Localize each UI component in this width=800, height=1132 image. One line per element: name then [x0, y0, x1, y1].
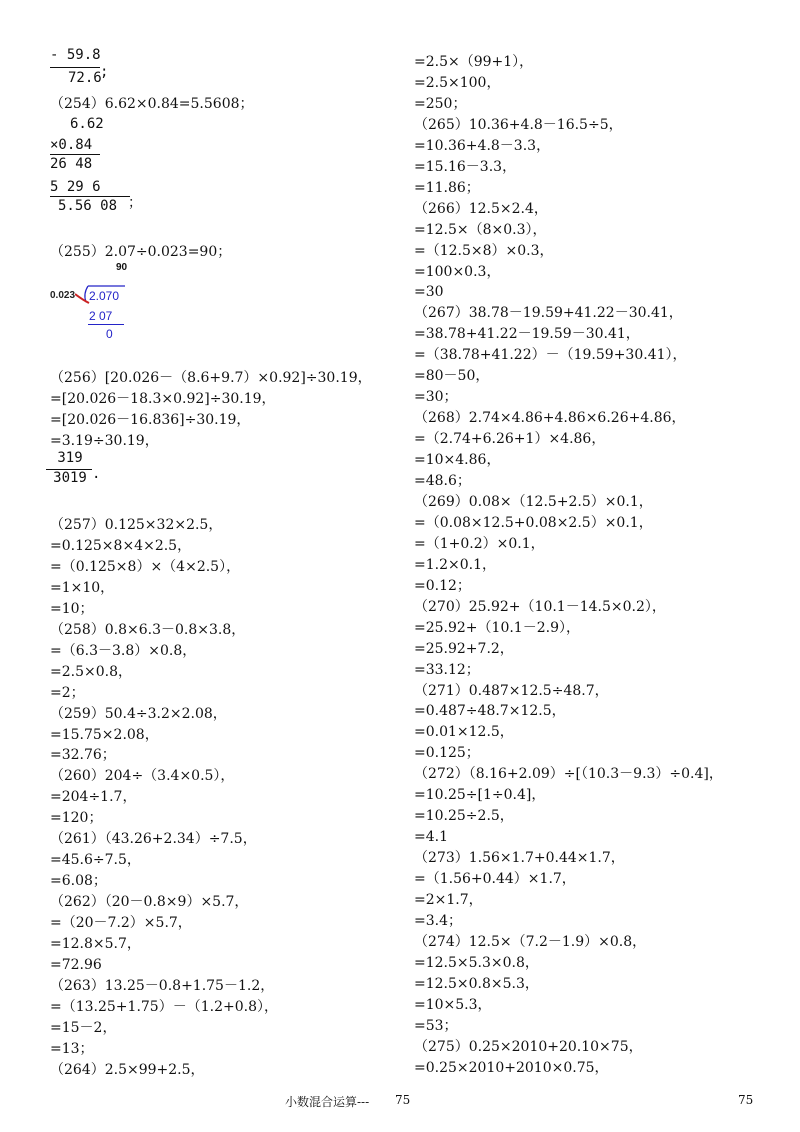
right-line: =（1+0.2）×0.1，: [414, 535, 545, 552]
right-line: =12.5×0.8×5.3，: [414, 975, 539, 992]
fraction-denominator: 3019: [53, 470, 87, 486]
long-division-partial: 2 07: [89, 309, 113, 323]
long-division-remainder: 0: [106, 327, 113, 341]
footer-center-text: 小数混合运算---: [285, 1095, 370, 1109]
right-line: =250；: [414, 95, 467, 112]
right-line: =10×5.3，: [414, 996, 492, 1013]
left-line: =（6.3－3.8）×0.8，: [50, 642, 197, 659]
left-line: =（20－7.2）×5.7，: [50, 915, 192, 932]
right-line: =80－50，: [414, 368, 490, 385]
left-line: （256）[20.026－（8.6+9.7）×0.92]÷30.19，: [50, 370, 372, 386]
right-line: =1.2×0.1，: [414, 556, 496, 573]
right-line: （273）1.56×1.7+0.44×1.7，: [414, 850, 625, 867]
sub-result: 72.6: [68, 70, 102, 86]
left-line: =2.5×0.8，: [50, 663, 132, 680]
right-line: =2.5×100，: [414, 74, 501, 91]
right-line: =2×1.7，: [414, 892, 483, 908]
right-line: =（0.08×12.5+0.08×2.5）×0.1，: [414, 514, 653, 531]
left-line: =72.96: [50, 956, 102, 973]
left-line: （261）（43.26+2.34）÷7.5，: [50, 831, 257, 848]
left-line: =[20.026－18.3×0.92]÷30.19，: [50, 391, 276, 407]
right-line: =10.25÷2.5，: [414, 808, 514, 825]
right-line: =0.487÷48.7×12.5，: [414, 703, 566, 720]
right-line: =12.5×（8×0.3），: [414, 221, 547, 238]
right-line: =（38.78+41.22）－（19.59+30.41），: [414, 347, 687, 364]
left-line: =1×10，: [50, 579, 115, 596]
footer-page-number: 75: [738, 1093, 754, 1107]
right-line: （274）12.5×（7.2－1.9）×0.8，: [414, 933, 647, 950]
left-line: =6.08；: [50, 873, 107, 890]
footer-center-page: 75: [395, 1093, 411, 1107]
right-line: =（12.5×8）×0.3，: [414, 242, 554, 259]
mult-result: 5.56 08: [58, 198, 118, 214]
left-line: =（0.125×8）×（4×2.5），: [50, 558, 241, 575]
right-line: =2.5×（99+1），: [414, 54, 534, 70]
left-line: （257）0.125×32×2.5，: [50, 517, 223, 533]
right-line: =11.86；: [414, 179, 480, 196]
right-line: =（2.74+6.26+1）×4.86，: [414, 431, 606, 448]
left-line: =120；: [50, 810, 103, 827]
left-line: =3.19÷30.19，: [50, 433, 159, 449]
left-line: =32.76；: [50, 747, 116, 764]
left-line: =0.125×8×4×2.5，: [50, 537, 192, 554]
left-line: =10；: [50, 600, 94, 617]
left-line: =204÷1.7，: [50, 789, 137, 806]
mult-partial-2: 5 29 6: [50, 179, 101, 195]
right-line: =25.92+7.2，: [414, 640, 514, 657]
right-column: [400, 0, 800, 1090]
left-line: =2；: [50, 684, 85, 701]
right-line: =15.16－3.3，: [414, 158, 517, 175]
right-line: （271）0.487×12.5÷48.7，: [414, 682, 609, 699]
left-line: （264）2.5×99+2.5，: [50, 1061, 205, 1078]
right-line: =3.4；: [414, 912, 462, 929]
right-line: （269）0.08×（12.5+2.5）×0.1，: [414, 493, 653, 510]
left-line: （259）50.4÷3.2×2.08，: [50, 705, 227, 722]
left-column: [0, 0, 400, 1090]
sub-rule: [50, 67, 100, 68]
left-line: （260）204÷（3.4×0.5），: [50, 768, 235, 785]
right-line: =12.5×5.3×0.8，: [414, 954, 539, 971]
right-line: =10.25÷[1÷0.4]，: [414, 787, 546, 804]
left-line: （258）0.8×6.3－0.8×3.8，: [50, 621, 246, 638]
mult-result-punct: ；: [128, 195, 142, 211]
left-line: =12.8×5.7，: [50, 936, 141, 952]
sub-minuend: - 59.8: [50, 47, 101, 63]
problem-254-title: （254）6.62×0.84=5.5608；: [50, 96, 254, 112]
mult-rule-1: [50, 154, 100, 155]
right-line: =30；: [414, 389, 458, 406]
right-line: （267）38.78－19.59+41.22－30.41，: [414, 305, 683, 322]
left-line: =15－2，: [50, 1019, 117, 1036]
right-line: =53；: [414, 1017, 458, 1034]
right-line: （268）2.74×4.86+4.86×6.26+4.86，: [414, 410, 686, 427]
mult-operand-b: ×0.84: [50, 137, 93, 153]
left-line: =45.6÷7.5，: [50, 852, 141, 869]
left-line: （262）（20－0.8×9）×5.7，: [50, 894, 249, 911]
left-line: =15.75×2.08，: [50, 726, 159, 743]
right-line: =25.92+（10.1－2.9），: [414, 619, 580, 636]
left-line: =13；: [50, 1040, 94, 1057]
right-line: （272）（8.16+2.09）÷[（10.3－9.3）÷0.4]，: [414, 766, 723, 783]
mult-operand-a: 6.62: [70, 116, 104, 132]
right-line: =0.01×12.5，: [414, 724, 514, 741]
problem-255-title: （255）2.07÷0.023=90；: [50, 244, 232, 260]
right-line: （266）12.5×2.4，: [414, 200, 548, 217]
right-line: =30: [414, 284, 444, 301]
right-line: =10×4.86，: [414, 452, 501, 469]
right-line: =0.12；: [414, 577, 471, 594]
right-line: =33.12；: [414, 661, 480, 678]
fraction-numerator: 319: [57, 450, 83, 466]
right-line: （275）0.25×2010+20.10×75，: [414, 1038, 643, 1055]
right-line: =100×0.3，: [414, 263, 501, 280]
mult-partial-1: 26 48: [50, 156, 93, 172]
long-division-quotient: 90: [116, 262, 128, 273]
right-line: （265）10.36+4.8－16.5÷5，: [414, 116, 623, 133]
mult-rule-2: [50, 196, 130, 197]
left-line: =（13.25+1.75）－（1.2+0.8），: [50, 998, 278, 1015]
left-line: （263）13.25－0.8+1.75－1.2，: [50, 977, 275, 994]
right-line: =0.125；: [414, 745, 480, 762]
right-line: =10.36+4.8－3.3，: [414, 137, 551, 154]
long-division-divisor: 0.023: [50, 290, 76, 301]
long-division-rule: [88, 324, 124, 325]
long-division-dividend: 2.070: [89, 289, 120, 303]
right-line: （270）25.92+（10.1－14.5×0.2），: [414, 598, 666, 615]
right-line: =4.1: [414, 829, 448, 846]
right-line: =0.25×2010+2010×0.75，: [414, 1059, 609, 1076]
right-line: =38.78+41.22－19.59－30.41，: [414, 326, 640, 343]
right-line: =48.6；: [414, 473, 471, 489]
sub-result-punct: ;: [100, 64, 109, 80]
right-line: =（1.56+0.44）×1.7，: [414, 871, 576, 888]
fraction-punct: .: [92, 466, 101, 482]
left-line: =[20.026－16.836]÷30.19，: [50, 412, 251, 428]
